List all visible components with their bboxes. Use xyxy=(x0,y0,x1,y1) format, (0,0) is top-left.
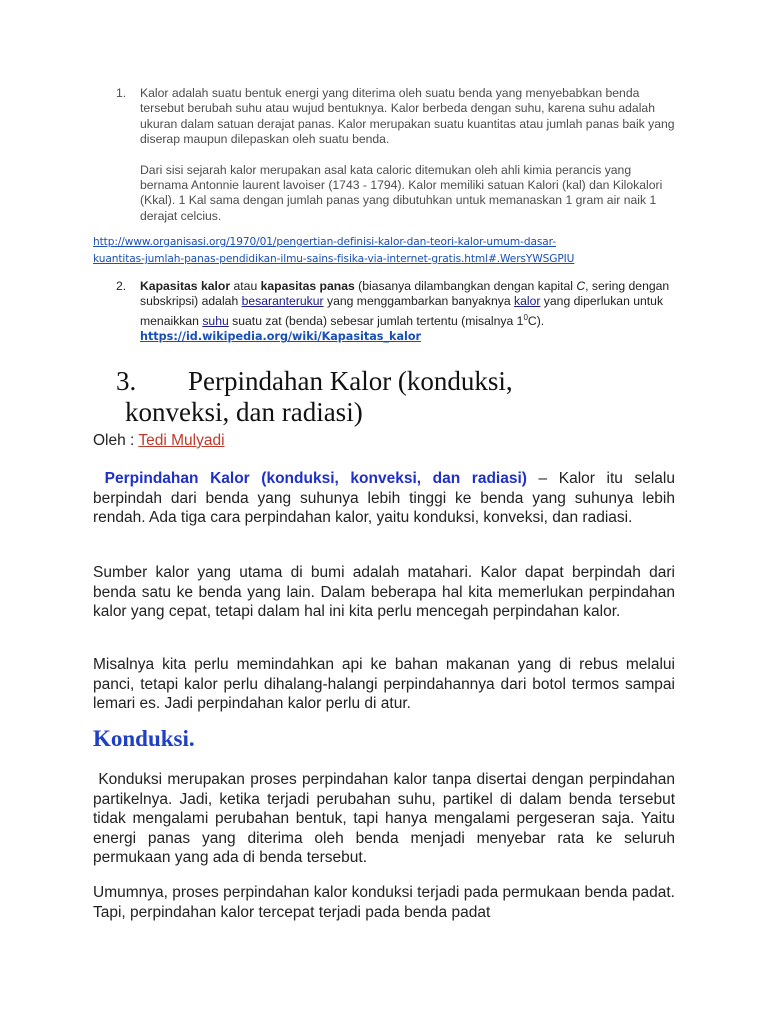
list-item-1 xyxy=(116,86,676,239)
section-heading-3 xyxy=(116,366,676,428)
wikipedia-link[interactable]: https://id.wikipedia.org/wiki/Kapasitas_kalor xyxy=(140,330,422,344)
item1-paragraph-definition: Kalor adalah suatu bentuk energi yang diterima oleh suatu benda yang menyebabkan benda tersebut berubah suhu atau wujud bentuknya. Kalor berbeda dengan suhu, karena suhu adalah ukuran dalam satuan derajat panas. Kalor merupakan suatu kuantitas atau jumlah panas baik yang diserap maupun dilepaskan oleh suatu benda. xyxy=(140,86,675,147)
heading-number: 3. xyxy=(116,366,137,396)
term-kapasitas-panas: kapasitas panas xyxy=(260,279,355,293)
heading-konduksi: Konduksi. xyxy=(93,726,195,751)
item1-paragraph-history: Dari sisi sejarah kalor merupakan asal kata caloric ditemukan oleh ahli kimia perancis yang bernama Antonnie laurent lavoiser (1743 - 1794). Kalor memiliki satuan Kalori (kal) dan Kilokalori (Kkal). 1 Kal sama dengan jumlah panas yang dibutuhkan untuk memanaskan 1 gram air naik 1 derajat celcius. xyxy=(140,162,663,223)
intro-paragraph xyxy=(93,469,675,528)
paragraph-text: Misalnya kita perlu memindahkan api ke bahan makanan yang di rebus melalui panci, tetapi kalor perlu dihalang-halangi perpindahannya dari botol termos sampai lemari es. Jadi perpindahan kalor perlu di atur. xyxy=(93,656,675,713)
symbol-c: C xyxy=(576,279,586,293)
heading-line-1: Perpindahan Kalor (konduksi, xyxy=(188,366,513,396)
author-name-link[interactable]: Tedi Mulyadi xyxy=(138,432,225,449)
text-run: C). xyxy=(527,313,545,328)
link-kalor[interactable]: kalor xyxy=(514,294,541,309)
text-run: suatu zat (benda) sebesar jumlah tertentu (misalnya 1 xyxy=(228,313,524,328)
author-line xyxy=(93,432,225,450)
superscript-zero: 0 xyxy=(523,312,528,322)
heading-line-2: konveksi, dan radiasi) xyxy=(125,397,363,427)
text-run: atau xyxy=(230,279,261,293)
source-link-line[interactable]: kuantitas-jumlah-panas-pendidikan-ilmu-sains-fisika-via-internet-gratis.html#.WersYWSGPIU xyxy=(93,253,575,265)
paragraph-text: Sumber kalor yang utama di bumi adalah matahari. Kalor dapat berpindah dari benda satu ke benda yang lain. Dalam beberapa hal kita memerlukan perpindahan kalor yang cepat, tetapi dalam hal ini kita perlu mencegah perpindahan kalor. xyxy=(93,564,675,621)
source-link-organisasi[interactable] xyxy=(93,234,653,268)
paragraph-text: Umumnya, proses perpindahan kalor konduksi terjadi pada permukaan benda padat. Tapi, perpindahan kalor tercepat terjadi pada benda padat xyxy=(93,884,675,921)
source-link-line[interactable]: http://www.organisasi.org/1970/01/pengertian-definisi-kalor-dan-teori-kalor-umum-dasar- xyxy=(93,236,556,248)
term-kapasitas-kalor: Kapasitas kalor xyxy=(140,279,231,293)
list-number: 2. xyxy=(116,279,127,293)
text-run: , sering dengan subskripsi) adalah xyxy=(140,279,670,309)
paragraph-text: Konduksi merupakan proses perpindahan kalor tanpa disertai dengan perpindahan partikelnya. Jadi, ketika terjadi perubahan suhu, partikel di dalam benda tersebut tidak mengalami perubahan bentuk, tapi hanya mengalami pergeseran saja. Yaitu energi panas yang diterima oleh benda menjadi menyebar rata ke seluruh permukaan yang ada di benda tersebut. xyxy=(93,771,680,867)
text-run: (biasanya dilambangkan dengan kapital xyxy=(354,279,577,293)
paragraph-konduksi xyxy=(93,770,680,868)
paragraph-umumnya xyxy=(93,883,675,922)
paragraph-sumber xyxy=(93,563,675,622)
paragraph-misalnya xyxy=(93,655,675,714)
text-run: yang diperlukan untuk menaikkan xyxy=(140,294,664,328)
text-run: yang menggambarkan banyaknya xyxy=(323,294,514,309)
list-number: 1. xyxy=(116,86,127,100)
intro-bold-title: Perpindahan Kalor (konduksi, konveksi, dan radiasi) xyxy=(104,470,527,487)
link-suhu[interactable]: suhu xyxy=(202,313,229,328)
item2-paragraph xyxy=(140,279,676,345)
link-besaranterukur[interactable]: besaranterukur xyxy=(241,294,324,309)
intro-text: – Kalor itu selalu berpindah dari benda yang suhunya lebih tinggi ke benda yang suhunya lebih rendah. Ada tiga cara perpindahan kalor, yaitu konduksi, konveksi, dan radiasi. xyxy=(93,470,675,527)
list-item-2 xyxy=(116,279,676,345)
author-prefix: Oleh : xyxy=(93,432,139,449)
